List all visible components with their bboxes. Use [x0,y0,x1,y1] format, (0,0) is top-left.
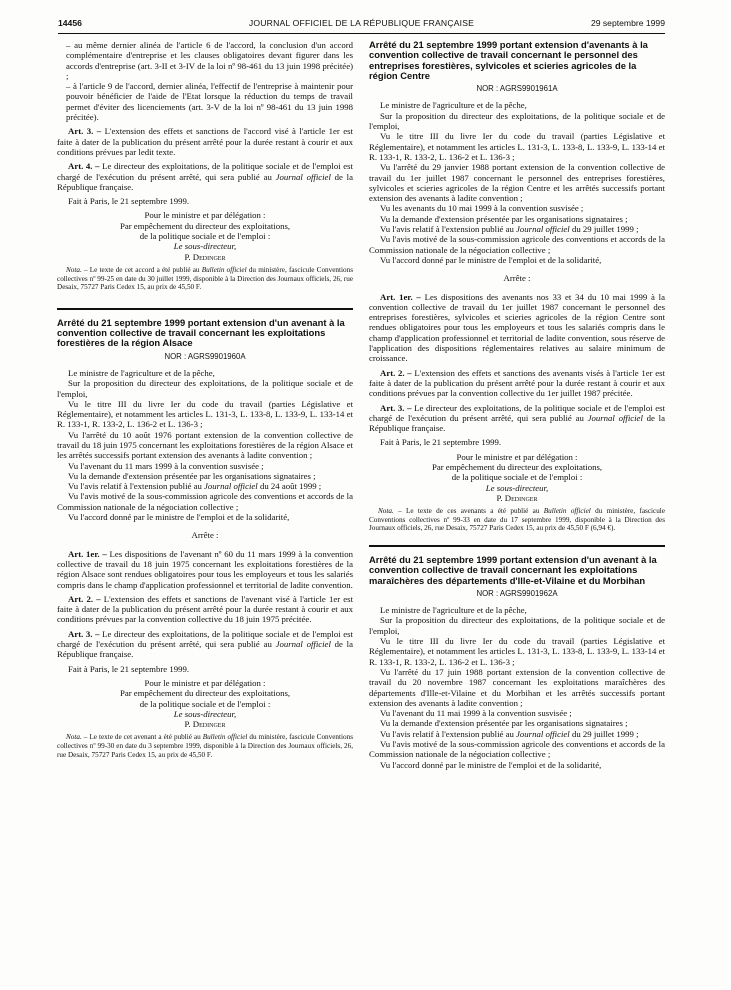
journal-title: JOURNAL OFFICIEL DE LA RÉPUBLIQUE FRANÇAISE [248,18,475,28]
signature-place-date: Fait à Paris, le 21 septembre 1999. [68,196,190,207]
preamble-line: Vu l'avis motivé de la sous-commission agricole des conventions et accords de la Commission nationale de la négociation collective ; [369,234,665,255]
article-1: Art. 1er. – Les dispositions de l'avenant nº 60 du 11 mars 1999 à la convention collective de travail du 18 juin 1975 concernant les exploitations forestières de la région Alsace sont rendues obligatoires pour tous les employeurs et tous les salariés compris dans le champ d'application professionnel et territorial de ladite convention. [57,548,353,590]
section-divider [57,308,353,310]
preamble-line: Vu l'avenant du 11 mai 1999 à la convention susvisée ; [380,708,572,719]
preamble-line: Vu le titre III du livre Ier du code du travail (parties Législative et Réglementaire), et notamment les articles L. 131-3, L. 133-8, L. 133-9, L. 133-14 et R. 133-1, R. 133-2, L. 136-2 et L. 136-3 ; [57,398,353,430]
preamble-line: Vu l'avis motivé de la sous-commission agricole des conventions et accords de la Commission nationale de la négociation collective ; [57,491,353,512]
nota-note: Nota. – Le texte de ces avenants a été publié au Bulletin officiel du ministère, fascicule Conventions collectives nº 99-33 en date du 17 septembre 1999, disponible à la Direction des Journaux officiels, 26, rue Desaix, 75727 Paris Cedex 15, au prix de 45,50 F (6,94 €). [369,507,665,533]
preamble-line: Vu la demande d'extension présentée par les organisations signataires ; [380,718,628,729]
preamble-line: Le ministre de l'agriculture et de la pêche, [68,367,215,378]
preamble-line: Vu l'avis relatif à l'extension publié au Journal officiel du 29 juillet 1999 ; [380,224,639,235]
preamble-line: Vu l'accord donné par le ministre de l'emploi et de la solidarité, [68,512,290,523]
preamble-line: Vu l'accord donné par le ministre de l'emploi et de la solidarité, [380,759,602,770]
article-3: Art. 3. – Le directeur des exploitations, de la politique sociale et de l'emploi est chargé de l'exécution du présent arrêté, qui sera publié au Journal officiel de la République française. [369,402,665,434]
list-item: – à l'article 9 de l'accord, dernier alinéa, l'effectif de l'entreprise à maintenir pour pouvoir bénéficier de l'aide de l'Etat lorsque la réduction du temps de travail permet d'éviter des licenciements (art. 3-V de la loi nº 98-461 du 13 juin 1998 précitée). [66,81,353,123]
signature-block: Pour le ministre et par délégation : Par empêchement du directeur des exploitations, de la politique sociale et de l'emploi : Le sous-directeur, P. Dedinger [119,677,291,730]
preamble-line: Vu le titre III du livre Ier du code du travail (parties Législative et Réglementaire), et notamment les articles L. 131-3, L. 133-8, L. 133-9, L. 133-14 et R. 133-1, R. 133-2, L. 136-2 et L. 136-3 ; [369,636,665,667]
signature-place-date: Fait à Paris, le 21 septembre 1999. [68,663,190,674]
nota-note: Nota. – Le texte de cet accord a été publié au Bulletin officiel du ministère, fascicule Conventions collectives nº 99-25 en date du 30 juillet 1999, disponible à la Direction des Journaux officiels, 26, rue Desaix, 75727 Paris Cedex 15, au prix de 45,50 F. [57,265,354,292]
preamble-line: Vu l'arrêté du 10 août 1976 portant extension de la convention collective de travail du 18 juin 1975 concernant les exploitations forestières de la région Alsace et les arrêtés successifs portant extension des avenants à ladite convention ; [57,429,353,461]
preamble-line: Vu la demande d'extension présentée par les organisations signataires ; [68,470,316,481]
preamble-line: Vu l'avenant du 11 mars 1999 à la convention susvisée ; [68,460,264,471]
decree-title: Arrêté du 21 septembre 1999 portant extension d'un avenant à la convention collective de travail concernant les exploitations maraîchères des départements d'Ille-et-Vilaine et du Morbihan [369,553,657,586]
decree-title: Arrêté du 21 septembre 1999 portant extension d'avenants à la convention collective de travail concernant le personnel des entreprises forestières, sylvicoles et scieries agricoles de la région Centre [369,39,648,81]
preamble-line: Vu les avenants du 10 mai 1999 à la convention susvisée ; [380,203,584,214]
preamble-line: Le ministre de l'agriculture et de la pêche, [380,100,527,111]
preamble-line: Vu l'accord donné par le ministre de l'emploi et de la solidarité, [380,254,602,265]
article-4: Art. 4. – Le directeur des exploitations, de la politique sociale et de l'emploi est chargé de l'exécution du présent arrêté, qui sera publié au Journal officiel de la République française. [57,161,353,192]
signature-block: Pour le ministre et par délégation : Par empêchement du directeur des exploitations, de la politique sociale et de l'emploi : Le sous-directeur, P. Dedinger [119,210,291,262]
preamble-line: Le ministre de l'agriculture et de la pêche, [380,605,527,616]
header-rule [58,33,665,34]
right-column [369,40,665,770]
issue-date: 29 septembre 1999 [590,18,665,28]
arrete-heading: Arrête : [191,530,219,541]
preamble-line: Vu l'arrêté du 17 juin 1988 portant extension de la convention collective de travail du 20 novembre 1987 concernant les exploitations maraîchères des départements d'Ille-et-Vilaine et du Morbihan et les arrêtés successifs portant extension des avenants à ladite convention ; [369,666,665,708]
article-2: Art. 2. – L'extension des effets et sanctions des avenants visés à l'article 1er est faite à dater de la publication du présent arrêté pour la durée restant à courir et aux conditions prévues par la convention collective du 1er juillet 1987 précitée. [369,367,665,399]
page-header [58,18,665,32]
preamble-line: Sur la proposition du directeur des exploitations, de la politique sociale et de l'emploi, [57,378,353,399]
list-item: – au même dernier alinéa de l'article 6 de l'accord, la conclusion d'un accord complémentaire d'entreprise et les clauses obligatoires devant figurer dans les accords d'entreprise (art. 3-II et 3-IV de la loi nº 98-461 du 13 juin 1998 précitée) ; [66,40,353,81]
preamble-line: Sur la proposition du directeur des exploitations, de la politique sociale et de l'emploi, [369,615,665,636]
article-3: Art. 3. – Le directeur des exploitations, de la politique sociale et de l'emploi est chargé de l'exécution du présent arrêté, qui sera publié au Journal officiel de la République française. [57,628,353,660]
signature-place-date: Fait à Paris, le 21 septembre 1999. [380,437,502,448]
nor-reference: NOR : AGRS9901962A [476,588,558,598]
preamble-line: Vu l'arrêté du 29 janvier 1988 portant extension de la convention collective de travail du 1er juillet 1987 concernant le personnel des entreprises forestières, sylvicoles et scieries agricoles de la région Centre et les arrêtés successifs portant extension des avenants à ladite convention ; [369,162,665,204]
article-3: Art. 3. – L'extension des effets et sanctions de l'accord visé à l'article 1er est faite à dater de la publication du présent arrêté pour la durée restant à courir et aux conditions prévues par ledit texte. [57,126,353,157]
preamble-line: Vu l'avis motivé de la sous-commission agricole des conventions et accords de la Commission nationale de la négociation collective ; [369,739,665,760]
section-divider [369,545,665,547]
preamble-line: Sur la proposition du directeur des exploitations, de la politique sociale et de l'emploi, [369,110,665,132]
left-column [57,40,353,759]
decree-title: Arrêté du 21 septembre 1999 portant extension d'un avenant à la convention collective de travail concernant les exploitations forestières de la région Alsace [57,316,345,349]
preamble-line: Vu l'avis relatif à l'extension publié au Journal officiel du 29 juillet 1999 ; [380,728,639,739]
arrete-heading: Arrête : [503,273,531,284]
nor-reference: NOR : AGRS9901960A [164,351,246,361]
signature-block: Pour le ministre et par délégation : Par empêchement du directeur des exploitations, de la politique sociale et de l'emploi : Le sous-directeur, P. Dedinger [431,451,603,503]
preamble-line: Vu la demande d'extension présentée par les organisations signataires ; [380,213,628,224]
preamble-line: Vu l'avis relatif à l'extension publié au Journal officiel du 24 août 1999 ; [68,481,322,492]
preamble-line: Vu le titre III du livre Ier du code du travail (parties Législative et Réglementaire), et notamment les articles L. 131-3, L. 133-8, L. 133-9, L. 133-14 et R. 133-1, R. 133-2, L. 136-2 et L. 136-3 ; [369,131,665,162]
page-number: 14456 [58,18,82,28]
nor-reference: NOR : AGRS9901961A [476,84,558,94]
article-1: Art. 1er. – Les dispositions des avenants nos 33 et 34 du 10 mai 1999 à la convention collective de travail du 1er juillet 1987 concernant le personnel des entreprises forestières, sylvicoles et scieries agricoles de la région Centre sont rendues obligatoires pour tous les employeurs et tous les salariés compris dans le champ d'application professionnel et territorial de ladite convention, sous réserve de l'application des dispositions réglementaires relatives au salaire minimum de croissance. [369,291,665,364]
nota-note: Nota. – Le texte de cet avenant a été publié au Bulletin officiel du ministère, fascicule Conventions collectives nº 99-30 en date du 3 septembre 1999, disponible à la Direction des Journaux officiels, 26, rue Desaix, 75727 Paris Cedex 15, au prix de 45,50 F. [57,733,354,759]
article-2: Art. 2. – L'extension des effets et sanctions de l'avenant visé à l'article 1er est faite à dater de la publication du présent arrêté pour la durée restant à courir et aux conditions prévues par la convention collective du 18 juin 1975 précitée. [57,593,354,625]
